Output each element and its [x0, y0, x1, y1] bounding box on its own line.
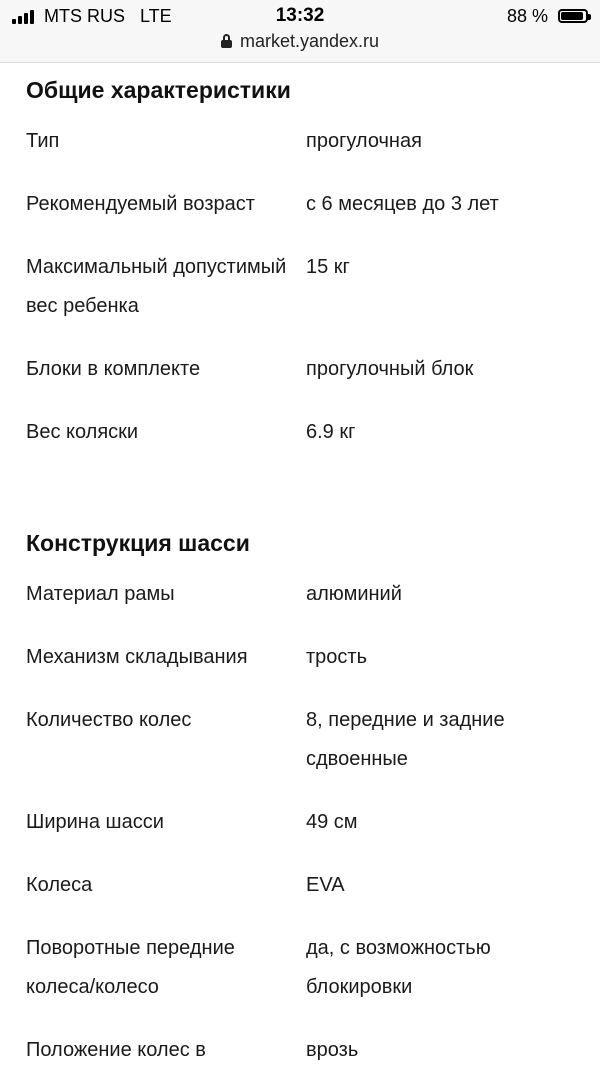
spec-value: EVA: [306, 874, 345, 896]
spec-value: 15 кг: [306, 256, 350, 278]
status-bar: [0, 0, 600, 63]
status-row: [0, 4, 600, 30]
spec-name: Поворотные передние колеса/колесо: [26, 937, 235, 998]
spec-name: Количество колес: [26, 709, 192, 731]
spec-row: [26, 860, 586, 923]
spec-value: врозь: [306, 1039, 359, 1061]
spec-name: Механизм складывания: [26, 646, 248, 668]
spec-name: Рекомендуемый возраст: [26, 193, 255, 215]
status-time: 13:32: [275, 5, 325, 26]
spec-name: Материал рамы: [26, 583, 175, 605]
section-title: Общие характеристики: [26, 77, 291, 103]
section-chassis: [26, 517, 586, 1088]
spec-name: Блоки в комплекте: [26, 358, 201, 380]
section-spacer: [26, 470, 586, 517]
address-bar[interactable]: [0, 31, 600, 52]
lock-icon: [221, 34, 232, 48]
spec-value: алюминий: [306, 583, 402, 605]
spec-row: [26, 407, 586, 470]
spec-value: 6.9 кг: [306, 421, 356, 443]
spec-row: [26, 695, 586, 797]
spec-name: Положение колес в: [26, 1039, 206, 1061]
spec-value: трость: [306, 646, 367, 668]
spec-row: [26, 797, 586, 860]
url-text: market.yandex.ru: [239, 31, 380, 51]
network-type: LTE: [140, 6, 172, 26]
section-general: [26, 64, 586, 470]
specifications-list: [26, 64, 586, 1088]
spec-row: [26, 569, 586, 632]
battery-percentage: 88 %: [506, 6, 548, 26]
spec-name: Вес коляски: [26, 421, 139, 443]
spec-row: [26, 1025, 586, 1088]
spec-name: Тип: [26, 130, 60, 152]
spec-value: 49 см: [306, 811, 358, 833]
spec-row: [26, 116, 586, 179]
spec-value: с 6 месяцев до 3 лет: [306, 193, 499, 215]
battery-icon: [558, 9, 588, 23]
carrier-name: MTS RUS: [44, 6, 125, 26]
spec-row: [26, 344, 586, 407]
spec-value: 8, передние и задние сдвоенные: [306, 709, 505, 770]
spec-name: Колеса: [26, 874, 93, 896]
spec-value: прогулочный блок: [306, 358, 474, 380]
spec-name: Максимальный допустимый вес ребенка: [26, 256, 287, 317]
spec-row: [26, 242, 586, 344]
spec-row: [26, 632, 586, 695]
spec-row: [26, 179, 586, 242]
spec-row: [26, 923, 586, 1025]
spec-value: да, с возможностью блокировки: [306, 937, 491, 998]
spec-name: Ширина шасси: [26, 811, 164, 833]
spec-value: прогулочная: [306, 130, 422, 152]
section-title: Конструкция шасси: [26, 530, 250, 556]
